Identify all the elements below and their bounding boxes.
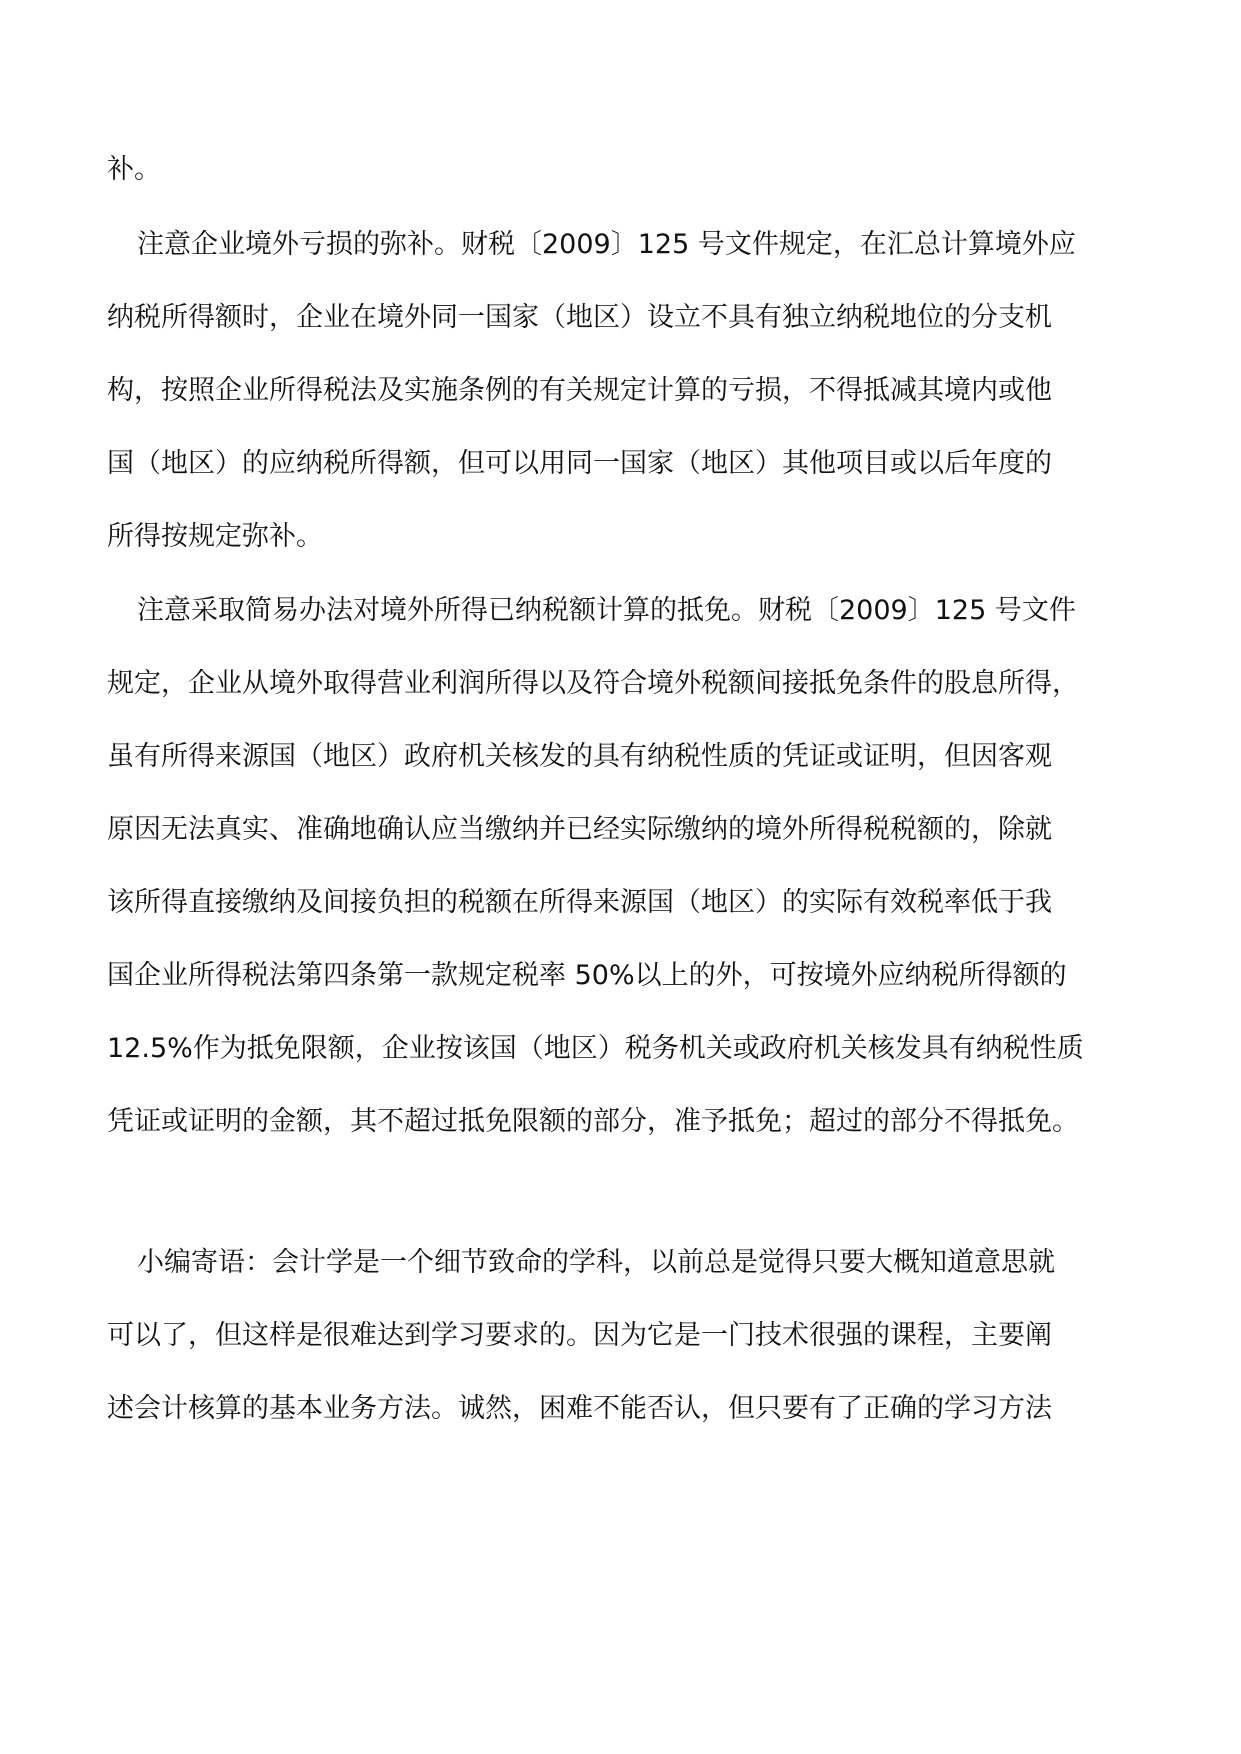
paragraph-3-line-7: 12.5%作为抵免限额，企业按该国（地区）税务机关或政府机关核发具有纳税性质 (107, 1033, 1084, 1064)
paragraph-1-line-1: 补。 (107, 154, 161, 185)
paragraph-2-line-3: 构，按照企业所得税法及实施条例的有关规定计算的亏损，不得抵减其境内或他 (107, 375, 1052, 406)
paragraph-2-line-4: 国（地区）的应纳税所得额，但可以用同一国家（地区）其他项目或以后年度的 (107, 448, 1052, 479)
paragraph-2-line-2: 纳税所得额时，企业在境外同一国家（地区）设立不具有独立纳税地位的分支机 (107, 302, 1052, 333)
paragraph-3-line-1: 注意采取简易办法对境外所得已纳税额计算的抵免。财税〔2009〕125 号文件 (137, 595, 1076, 626)
paragraph-3-line-6: 国企业所得税法第四条第一款规定税率 50%以上的外，可按境外应纳税所得额的 (107, 960, 1067, 991)
paragraph-4-line-1: 小编寄语：会计学是一个细节致命的学科，以前总是觉得只要大概知道意思就 (137, 1247, 1055, 1278)
paragraph-3-line-4: 原因无法真实、准确地确认应当缴纳并已经实际缴纳的境外所得税税额的，除就 (107, 814, 1052, 845)
paragraph-4-line-2: 可以了，但这样是很难达到学习要求的。因为它是一门技术很强的课程，主要阐 (107, 1320, 1052, 1351)
paragraph-2-line-1: 注意企业境外亏损的弥补。财税〔2009〕125 号文件规定，在汇总计算境外应 (137, 229, 1076, 260)
paragraph-3-line-5: 该所得直接缴纳及间接负担的税额在所得来源国（地区）的实际有效税率低于我 (107, 887, 1052, 918)
paragraph-3-line-3: 虽有所得来源国（地区）政府机关核发的具有纳税性质的凭证或证明，但因客观 (107, 741, 1052, 772)
paragraph-3-line-8: 凭证或证明的金额，其不超过抵免限额的部分，准予抵免；超过的部分不得抵免。 (107, 1106, 1079, 1137)
paragraph-4-line-3: 述会计核算的基本业务方法。诚然，困难不能否认，但只要有了正确的学习方法 (107, 1393, 1052, 1424)
paragraph-3-line-2: 规定，企业从境外取得营业利润所得以及符合境外税额间接抵免条件的股息所得， (107, 668, 1079, 699)
paragraph-2-line-5: 所得按规定弥补。 (107, 521, 323, 552)
